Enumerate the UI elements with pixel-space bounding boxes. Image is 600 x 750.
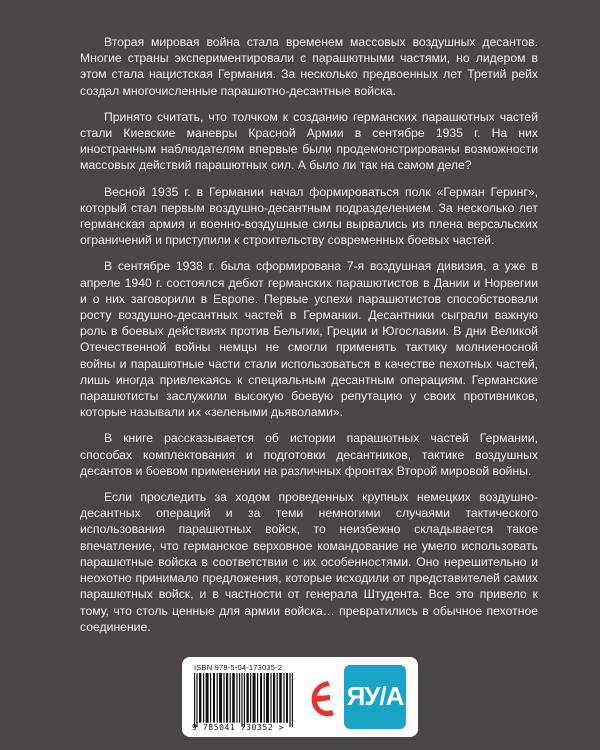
isbn-label: ISBN 978-5-04-173035-2 [194, 663, 283, 672]
barcode-icon [192, 673, 296, 727]
eksmo-logo-icon [308, 677, 338, 721]
paragraph-3: Весной 1935 г. в Германии начал формироваться полк «Герман Геринг», который стал первым воздушно-десантным подразделением. За несколько лет германская армия и военно-воздушные силы вырвались из плена версальских ограничений и приступили к строительству современных боевых частей. [80, 184, 538, 248]
yauza-logo-text: ЯУ/А [346, 681, 404, 711]
paragraph-1: Вторая мировая война стала временем массовых воздушных десантов. Многие страны экспериментировали с парашютными частями, но лидером в этом стала нацистская Германия. За несколько предвоенных лет Третий рейх создал многочисленные парашютно-десантные войска. [80, 35, 538, 98]
annotation-text [80, 34, 538, 645]
paragraph-6: Если проследить за ходом проведенных крупных немецких воздушно-десантных операций и за теми немногими случаями тактического использования парашютных войск, то неизбежно складывается такое впечатление, что германское верховное командование не умело использовать парашютные войска в соответствии с их особенностями. Оно нерешительно и неохотно принимало предложения, которые исходили от представителей самих парашютных войск, и в частности от генерала Штудента. Все это привело к тому, что столь ценные для армии войска… превратились в обычное пехотное соединение. [80, 490, 538, 634]
yauza-logo [344, 665, 406, 729]
isbn-panel [182, 657, 418, 737]
paragraph-2: Принято считать, что толчком к созданию германских парашютных частей стали Киевские маневры Красной Армии в сентябре 1935 г. На них иностранным наблюдателям впервые были продемонстрированы возможности массовых действий парашютных сил. А было ли так на самом деле? [80, 109, 538, 173]
paragraph-5: В книге рассказывается об истории парашютных частей Германии, способах комплектования и подготовки десантников, тактике воздушных десантов и боевом применении на различных фронтах Второй мировой войны. [80, 431, 538, 478]
paragraph-4: В сентябре 1938 г. была сформирована 7-я воздушная дивизия, а уже в апреле 1940 г. состоялся дебют германских парашютистов в Дании и Норвегии и о них заговорили в Европе. Первые успехи парашютистов способствовали росту воздушно-десантных частей в Германии. Десантники сыграли важную роль в боевых действиях против Бельгии, Греции и Югославии. В дни Великой Отечественной войны немцы не смогли применять тактику молниеносной войны и парашютные части стали использоваться в качестве пехотных частей, лишь иногда привлекаясь к специальным десантным операциям. Германские парашютисты заслужили высокую боевую репутацию у своих противников, которые называли их «зелеными дьяволами». [80, 259, 538, 420]
barcode-number: 9 785041 730352 > [192, 723, 285, 732]
